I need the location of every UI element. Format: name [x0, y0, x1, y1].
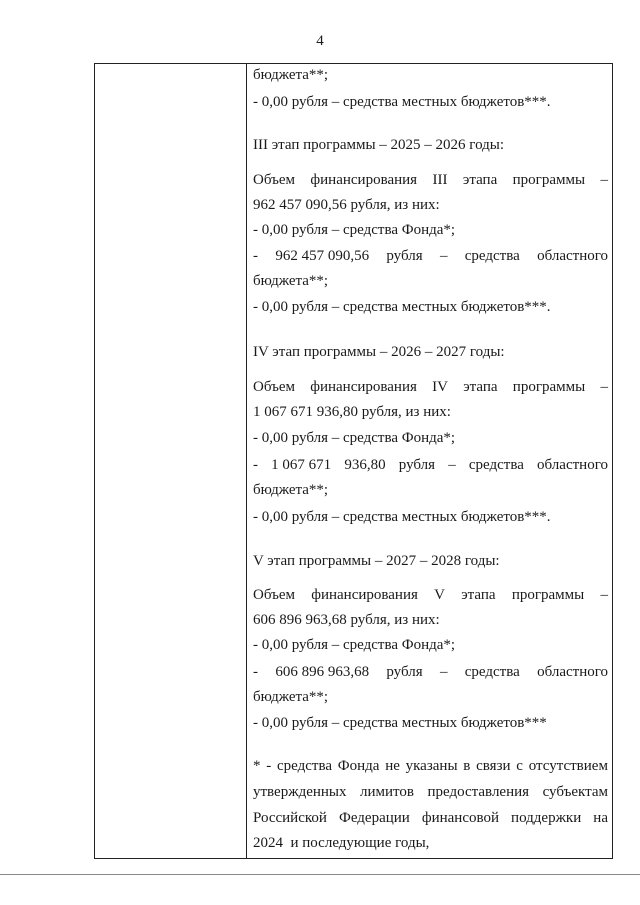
word: -	[266, 758, 272, 774]
word: программы	[511, 587, 585, 603]
word: –	[439, 248, 448, 264]
word: финансирования	[311, 587, 418, 603]
word: III	[432, 172, 448, 188]
word: областного	[537, 248, 608, 264]
word: финансирования	[310, 379, 417, 395]
word: *	[253, 758, 261, 774]
word: рубля	[398, 457, 436, 473]
stage5-financing-line	[253, 587, 608, 604]
footnote-line: 2024 и последующие годы,	[253, 835, 430, 851]
stage5-fund: - 0,00 рубля – средства Фонда*;	[253, 637, 456, 653]
stage4-heading: IV этап программы – 2026 – 2027 годы:	[253, 344, 505, 360]
word: рубля	[386, 664, 423, 680]
word: средства	[468, 457, 524, 473]
word: рубля	[386, 248, 423, 264]
word: указаны	[405, 758, 458, 774]
word: средства	[464, 664, 520, 680]
text-line: - 0,00 рубля – средства местных бюджетов***.	[253, 94, 551, 110]
stage3-heading: III этап программы – 2025 – 2026 годы:	[253, 137, 505, 153]
word: -	[253, 248, 258, 264]
footnote-line	[253, 784, 608, 801]
stage3-local: - 0,00 рубля – средства местных бюджетов***.	[253, 299, 551, 315]
stage4-local: - 0,00 рубля – средства местных бюджетов***.	[253, 509, 551, 525]
word: программы	[512, 379, 586, 395]
word: не	[385, 758, 400, 774]
word: лимитов	[360, 784, 414, 800]
word: финансовой	[421, 810, 499, 826]
word: областного	[537, 457, 608, 473]
word: этапа	[463, 379, 498, 395]
word: Объем	[253, 587, 295, 603]
word: связи	[476, 758, 511, 774]
word: 962 457 090,56	[275, 248, 370, 264]
word: -	[253, 457, 258, 473]
page-number: 4	[316, 33, 324, 49]
word: 606 896 963,68	[275, 664, 370, 680]
word: –	[600, 587, 608, 603]
stage3-financing-line	[253, 172, 608, 189]
stage4-fund: - 0,00 рубля – средства Фонда*;	[253, 430, 456, 446]
word: 936,80	[344, 457, 386, 473]
stage5-local: - 0,00 рубля – средства местных бюджетов***	[253, 715, 547, 731]
word: Объем	[253, 379, 295, 395]
word: с	[516, 758, 523, 774]
word: –	[439, 664, 448, 680]
word: финансирования	[310, 172, 418, 188]
word: программы	[512, 172, 586, 188]
word: –	[600, 172, 608, 188]
word: отсутствием	[528, 758, 608, 774]
word: средства	[464, 248, 520, 264]
word: Объем	[253, 172, 295, 188]
word: этапа	[461, 587, 496, 603]
stage3-amount: 962 457 090,56 рубля, из них:	[253, 197, 440, 213]
word: субъектам	[542, 784, 608, 800]
word: IV	[432, 379, 448, 395]
bottom-rule	[0, 874, 640, 875]
column-divider	[246, 63, 247, 859]
word: Российской	[253, 810, 327, 826]
word: V	[434, 587, 445, 603]
stage5-amount: 606 896 963,68 рубля, из них:	[253, 612, 440, 628]
stage3-regional-line	[253, 248, 608, 265]
word: утвержденных	[253, 784, 347, 800]
stage4-financing-line	[253, 379, 608, 396]
word: на	[593, 810, 608, 826]
footnote-line	[253, 810, 608, 827]
stage3-regional-tail: бюджета**;	[253, 273, 329, 289]
word: предоставления	[427, 784, 530, 800]
word: этапа	[462, 172, 498, 188]
word: Фонда	[337, 758, 380, 774]
stage3-fund: - 0,00 рубля – средства Фонда*;	[253, 222, 456, 238]
stage4-regional-line	[253, 457, 608, 474]
word: -	[253, 664, 258, 680]
word: областного	[537, 664, 608, 680]
stage5-regional-tail: бюджета**;	[253, 689, 329, 705]
stage4-amount: 1 067 671 936,80 рубля, из них:	[253, 404, 451, 420]
word: –	[600, 379, 608, 395]
word: –	[448, 457, 456, 473]
stage5-heading: V этап программы – 2027 – 2028 годы:	[253, 553, 500, 569]
stage4-regional-tail: бюджета**;	[253, 482, 329, 498]
word: Федерации	[338, 810, 410, 826]
word: поддержки	[511, 810, 582, 826]
footnote-line	[253, 758, 608, 775]
stage5-regional-line	[253, 664, 608, 681]
word: в	[463, 758, 471, 774]
word: 1 067 671	[271, 457, 332, 473]
word: средства	[277, 758, 333, 774]
text-line: бюджета**;	[253, 67, 329, 83]
